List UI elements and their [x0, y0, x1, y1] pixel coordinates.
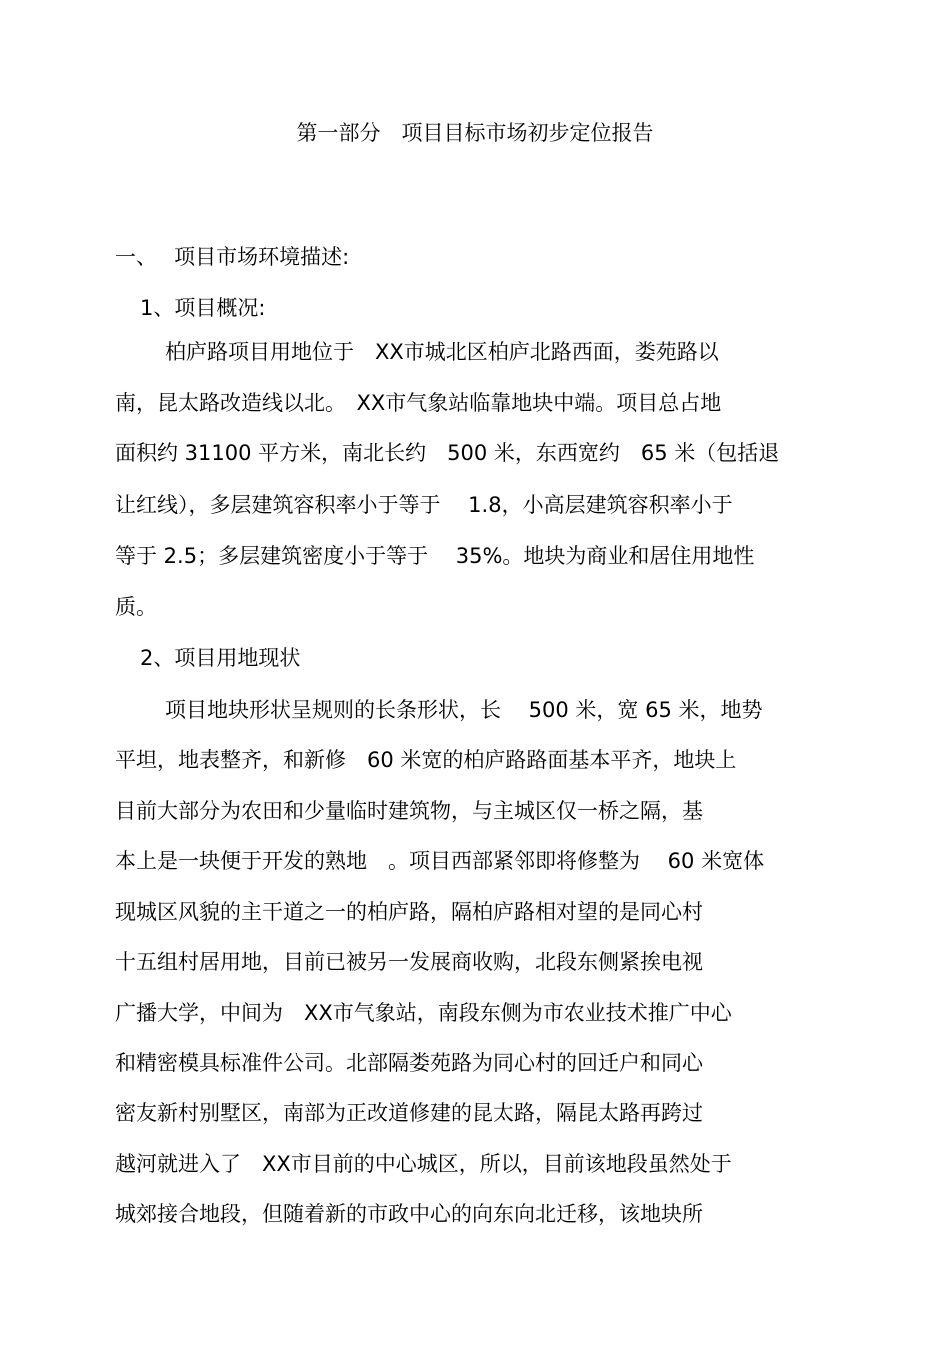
paragraph-line: 十五组村居用地，目前已被另一发展商收购，北段东侧紧挨电视 — [115, 950, 703, 974]
paragraph-line: 现城区风貌的主干道之一的柏庐路，隔柏庐路相对望的是同心村 — [115, 900, 703, 924]
paragraph-line: 柏庐路项目用地位于 XX市城北区柏庐北路西面，娄苑路以 — [165, 340, 719, 364]
subsection-heading: 2、项目用地现状 — [140, 646, 301, 670]
paragraph-line: 城郊接合地段，但随着新的市政中心的向东向北迁移，该地块所 — [115, 1202, 703, 1226]
paragraph-line: 南，昆太路改造线以北。 XX市气象站临靠地块中端。项目总占地 — [115, 391, 722, 415]
subsection-heading: 1、项目概况: — [140, 296, 266, 320]
paragraph-line: 目前大部分为农田和少量临时建筑物，与主城区仅一桥之隔，基 — [115, 799, 703, 823]
paragraph-line: 面积约 31100 平方米，南北长约 500 米，东西宽约 65 米（包括退 — [115, 441, 780, 465]
paragraph-line: 让红线），多层建筑容积率小于等于 1.8，小高层建筑容积率小于 — [115, 493, 733, 517]
section-heading: 一、 项目市场环境描述: — [115, 245, 350, 269]
paragraph-line: 密友新村别墅区，南部为正改道修建的昆太路，隔昆太路再跨过 — [115, 1101, 703, 1125]
paragraph-line: 项目地块形状呈规则的长条形状，长 500 米，宽 65 米，地势 — [165, 698, 763, 722]
paragraph-line: 本上是一块便于开发的熟地 。项目西部紧邻即将修整为 60 米宽体 — [115, 849, 765, 873]
paragraph-line: 越河就进入了 XX市目前的中心城区，所以，目前该地段虽然处于 — [115, 1152, 732, 1176]
paragraph-line: 平坦，地表整齐，和新修 60 米宽的柏庐路路面基本平齐，地块上 — [115, 748, 737, 772]
paragraph-line: 质。 — [115, 595, 157, 619]
paragraph-line: 和精密模具标准件公司。北部隔娄苑路为同心村的回迁户和同心 — [115, 1051, 703, 1075]
document-title: 第一部分 项目目标市场初步定位报告 — [296, 121, 654, 145]
paragraph-line: 广播大学，中间为 XX市气象站，南段东侧为市农业技术推广中心 — [115, 1001, 732, 1025]
paragraph-line: 等于 2.5；多层建筑密度小于等于 35%。地块为商业和居住用地性 — [115, 544, 755, 568]
